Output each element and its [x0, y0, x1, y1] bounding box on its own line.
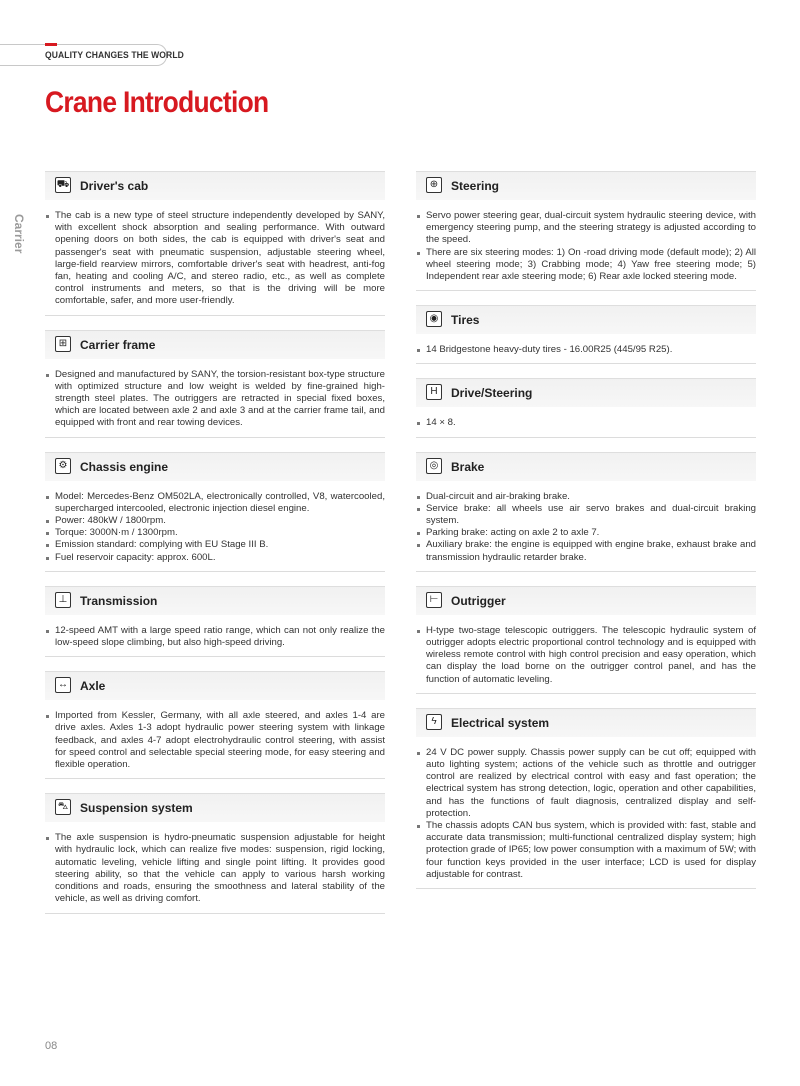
drive-icon: H [426, 384, 442, 400]
section-list [45, 359, 385, 430]
cab-icon: ⛟ [55, 177, 71, 193]
section-list [45, 481, 385, 564]
side-label [12, 170, 40, 254]
list-item: Imported from Kessler, Germany, with all axle steered, and axles 1-4 are drive axles. Axles 1-3 adopt hydraulic power steering system with linkage feedback, and axles 4-7 adopt electrohydraulic control steering, with assist for speed control and selectable special steering mode, for easy steering and flexible operation. [45, 710, 385, 771]
section-title: Steering [451, 179, 500, 193]
section-transmission [45, 586, 385, 657]
page-title: Crane Introduction [45, 86, 269, 119]
section-header [416, 708, 756, 737]
list-item: The axle suspension is hydro-pneumatic suspension adjustable for height with hydraulic lock, which can realize five modes: suspension, rigid locking, automatic leveling, vehicle lifting and single point lifting. It provides good steering ability, so that the vehicle can apply to various harsh working conditions and roads, ensuring the smoothness and lateral stability of the vehicle, as well as driving comfort. [45, 832, 385, 905]
list-item: 14 × 8. [416, 417, 756, 429]
section-steering [416, 171, 756, 291]
list-item: Emission standard: complying with EU Stage III B. [45, 539, 385, 551]
section-title: Axle [80, 679, 106, 694]
section-suspension-system [45, 793, 385, 913]
gear-lever-icon: ⊥ [55, 592, 71, 608]
list-item: Torque: 3000N·m / 1300rpm. [45, 527, 385, 539]
section-list [416, 615, 756, 686]
axle-icon: ↔ [55, 677, 71, 693]
section-list [45, 200, 385, 308]
section-driver-s-cab [45, 171, 385, 316]
section-title: Chassis engine [80, 459, 169, 474]
list-item: Servo power steering gear, dual-circuit system hydraulic steering device, with emergency steering pump, and the steering strategy is adjusted according to the speed. [416, 210, 756, 247]
section-title: Drive/Steering [451, 386, 533, 401]
tagline-tab [0, 44, 184, 66]
section-header [45, 452, 385, 481]
section-title: Electrical system [451, 715, 550, 730]
section-drive-steering [416, 378, 756, 437]
list-item: Fuel reservoir capacity: approx. 600L. [45, 552, 385, 564]
section-header [45, 330, 385, 359]
list-item: Auxiliary brake: the engine is equipped with engine brake, exhaust brake and transmission hydraulic retarder brake. [416, 539, 756, 563]
section-list [45, 822, 385, 905]
list-item: Dual-circuit and air-braking brake. [416, 491, 756, 503]
section-header [416, 171, 756, 200]
engine-icon: ⚙ [55, 458, 71, 474]
list-item: Power: 480kW / 1800rpm. [45, 515, 385, 527]
section-title: Suspension system [80, 801, 193, 816]
section-list [45, 615, 385, 649]
list-item: Parking brake: acting on axle 2 to axle 7. [416, 527, 756, 539]
section-header [416, 378, 756, 407]
list-item: There are six steering modes: 1) On -road driving mode (default mode); 2) All wheel steering mode; 3) Crabbing mode; 4) Yaw free steering mode; 5) Independent rear axle steering mode; 6) Rear axle locked steering mode. [416, 247, 756, 284]
section-header [45, 171, 385, 200]
list-item: H-type two-stage telescopic outriggers. The telescopic hydraulic system of outrigger adopts electric proportional control technology and is equipped with wireless remote control with high control precision and easy operation, which can display the load borne on the outrigger control panel, and has the function of automatic leveling. [416, 625, 756, 686]
list-item: The chassis adopts CAN bus system, which is provided with: fast, stable and accurate data transmission; multi-functional centralized display system; high protection grade of IP65; low power consumption with a maximum of 5W; with four function keys provided in the user interface; LCD is used for display adjustable for contrast. [416, 820, 756, 881]
lightning-icon: ϟ [426, 714, 442, 730]
list-item: The cab is a new type of steel structure independently developed by SANY, with excellent shock absorption and sealing performance. With outward opening doors on both sides, the cab is equipped with driver's seat and passenger's seat with pneumatic suspension, adjustable steering wheel, large-field rearview mirrors, comfortable driver's seat with headrest, anti-fog fan, heating and cooling A/C, and stereo radio, etc., as well as complete control instruments and meters, so that is the driving will be more comfortable, safer, and more user-friendly. [45, 210, 385, 308]
section-header [45, 586, 385, 615]
suspension-icon: ⛍ [55, 799, 71, 815]
list-item: Designed and manufactured by SANY, the torsion-resistant box-type structure with optimized structure and low weight is welded by fine-grained high-strength steel plates. The outriggers are retracted in special fixed boxes, which are located between axle 2 and axle 3 and at the carrier frame tail, and equipped with front and rear towing devices. [45, 369, 385, 430]
list-item: Service brake: all wheels use air servo brakes and dual-circuit braking system. [416, 503, 756, 527]
list-item: 14 Bridgestone heavy-duty tires - 16.00R25 (445/95 R25). [416, 344, 756, 356]
section-header [416, 452, 756, 481]
section-chassis-engine [45, 452, 385, 572]
section-list [416, 407, 756, 429]
section-title: Driver's cab [80, 179, 149, 193]
section-tires [416, 305, 756, 364]
section-list [416, 737, 756, 881]
section-carrier-frame [45, 330, 385, 438]
list-item: 24 V DC power supply. Chassis power supply can be cut off; equipped with auto lighting system; actions of the vehicle such as throttle and outrigger control are realized by electrical control with easy and fast operation; the electrical system has strong detection, logic, operation and other capabilities, and has the functions of fault diagnosis, centralized display and self-protection. [416, 747, 756, 820]
accent-bar [45, 43, 57, 46]
section-header [45, 793, 385, 822]
side-label-text: Carrier [12, 214, 26, 254]
section-title: Tires [451, 313, 480, 328]
section-axle [45, 671, 385, 779]
page-number: 08 [45, 1040, 58, 1052]
brake-icon: ◎ [426, 458, 442, 474]
section-title: Brake [451, 459, 485, 474]
section-electrical-system [416, 708, 756, 889]
section-header [416, 305, 756, 334]
frame-icon: ⊞ [55, 336, 71, 352]
section-outrigger [416, 586, 756, 694]
section-brake [416, 452, 756, 572]
list-item: Model: Mercedes-Benz OM502LA, electronically controlled, V8, watercooled, supercharged intercooled, electronic injection diesel engine. [45, 491, 385, 515]
left-column [45, 171, 385, 928]
section-title: Carrier frame [80, 337, 156, 352]
section-title: Outrigger [451, 593, 506, 608]
section-header [45, 671, 385, 700]
steering-icon: ⊕ [426, 177, 442, 193]
section-list [416, 334, 756, 356]
section-title: Transmission [80, 593, 158, 608]
outrigger-icon: ⊢ [426, 592, 442, 608]
section-header [416, 586, 756, 615]
section-list [416, 200, 756, 283]
section-list [45, 700, 385, 771]
list-item: 12-speed AMT with a large speed ratio range, which can not only realize the low-speed slope climbing, but also high-speed driving. [45, 625, 385, 649]
tire-icon: ◉ [426, 311, 442, 327]
section-list [416, 481, 756, 564]
tagline: QUALITY CHANGES THE WORLD [45, 50, 184, 61]
right-column [416, 171, 756, 903]
